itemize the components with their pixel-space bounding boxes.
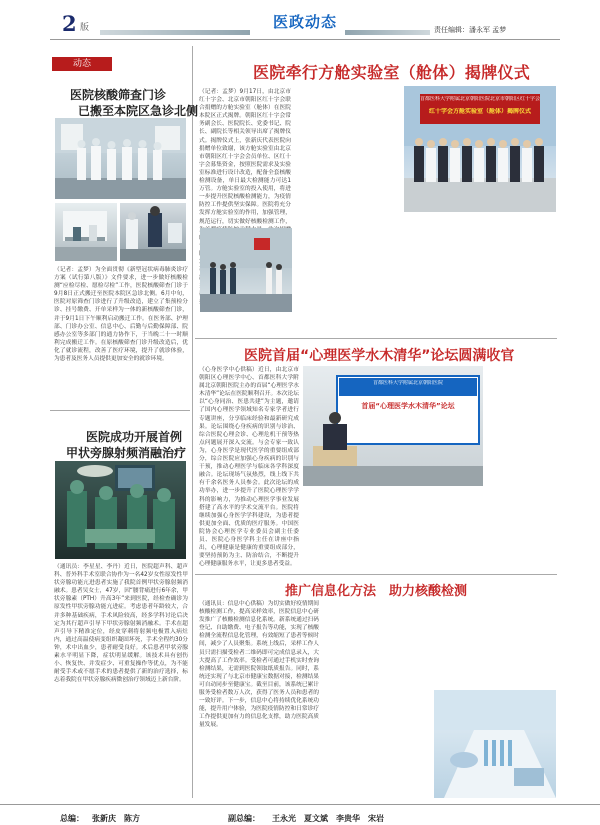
page-label: 版	[80, 23, 90, 33]
chief-editor-label: 总编：	[60, 814, 84, 823]
deputy-editor-label: 副总编：	[228, 814, 260, 823]
header-band-left	[100, 30, 250, 35]
header-rule	[50, 39, 560, 40]
photo-ceremony-stage	[200, 228, 292, 312]
article-headline: 医院牵行方舱实验室（舱体）揭牌仪式	[253, 63, 531, 82]
banner-line2: 红十字会方舱实验室（舱体）揭牌仪式	[428, 108, 531, 115]
article-headline: 推广信息化方法 助力核酸检测	[285, 584, 468, 599]
article-body-continued	[303, 490, 483, 571]
screen-line2: 首届“心理医学水木清华”论坛	[361, 402, 455, 410]
article-title-line2: 已搬至本院区急诊北侧	[78, 104, 199, 118]
article-body-continued	[486, 366, 556, 571]
chief-editor-names: 张新庆 陈方	[92, 814, 140, 823]
photo-surgery	[55, 461, 186, 559]
article-body: （通讯员：李星星、李丹）近日，医院超声科、超声科、普外科手术室联合协作为一名42岁女性原发性甲状旁腺功能亢进患者实施了我院首例甲状旁腺射频消融术。患者吴女士，47岁，因“腰背痛进行6年余，甲状旁腺素（PTH）升高3年”来到医院，经检查确诊为原发性甲状旁腺功能亢进症。考虑患者年龄较大，合并多种基础疾病，手术风险较高，经多学科讨论后决定为其行超声引导下甲状旁腺射频消融术。手术在超声引导下精准定位，经皮穿刺将射频电极置入病灶内，通过高温使病变组织凝固坏死，手术全程约30分钟，术中出血少，患者耐受良好。术后患者甲状旁腺素水平明显下降，症状明显缓解。该技术具有创伤小、恢复快、并发症少、可重复操作等优点，为不能耐受手术或不愿手术的患者提供了新的治疗选择，标志着我院在甲状旁腺疾病微创治疗领域迈上新台阶。	[54, 564, 188, 684]
article-headline: 医院首届“心理医学水木清华”论坛圆满收官	[244, 348, 515, 364]
photo-lab-testing	[434, 690, 556, 798]
deputy-editor-names: 王永光 夏文斌 李贵华 宋岩	[272, 814, 384, 823]
article-body: （记者：孟梦）为全面贯彻《新型冠状病毒肺炎诊疗方案（试行第八版）》文件要求，进一步做好核酸检测“应检尽检、愿检尽检”工作，医院核酸筛查门诊于9月8日正式搬迁至医院本院区急诊北侧。6月中旬，医院对原筛查门诊进行了升级改造，建立了集预检分诊、挂号缴费、开单采样为一体的新核酸筛查门诊，并于9月1日下午顺利启动搬迁工作。在医务部、护理部、门诊办公室、信息中心、后勤与后勤保障部、院感办公室等多部门的通力协作下，于当晚二十一时顺利完成搬迁工作。在原核酸筛查门诊升级改造后，优化了就诊流程，改善了医疗环境，提升了就诊体验，为患者及医务人员提供更加安全的就诊环境。	[54, 267, 188, 363]
row-divider	[195, 338, 557, 339]
page-header	[0, 0, 600, 40]
column-divider	[192, 46, 193, 798]
article-body-continued	[296, 110, 400, 336]
article-body: （心身医学中心供稿）近日，由北京市朝阳区心理医学中心、首都医科大学附属北京朝阳医院主办的首届“心理医学水木清华”论坛在医院顺利召开。本次论坛以“心身同治、医患共建”为主题，邀请了国内心理医学领域知名专家学者进行专题讲座，分享临床经验和最新研究成果。论坛围绕心身疾病的识别与诊治、综合医院心理会诊、心理危机干预等热点问题展开深入交流。与会专家一致认为，心身医学是现代医学的重要组成部分，综合医院应加强心身疾病的识别与干预，推动心理医学与临床各学科深度融合。论坛现场气氛热烈，线上线下共有千余名医务人员参会。此次论坛的成功举办，进一步提升了医院心理医学学科的影响力，为推动心理医学事业发展搭建了高水平的学术交流平台。医院将继续加强心身医学学科建设，为患者提供更加全面、优质的医疗服务。中国医院协会心理医学专业委员会副主任委员、医院心身医学科主任在讲座中指出，心理健康是健康的重要组成部分，要坚持预防为主、防治结合，不断提升心理健康服务水平，让更多患者受益。	[199, 367, 299, 568]
row-divider	[195, 574, 557, 575]
page-number: 2	[62, 11, 77, 36]
article-title-line2: 甲状旁腺射频消融治疗	[66, 446, 187, 460]
article-body: （记者：孟梦）9月17日，由北京市红十字会、北京市朝阳区红十字会联合捐赠的方舱实验室（舱体）在医院本院区正式揭牌。朝阳区红十字会常务副会长、医院院长、党委书记、院长、副院长等相关领导出席了揭牌仪式。揭牌仪式上，张新庆代表医院向捐赠单位致谢，该方舱实验室由北京市朝阳区红十字会会员单位、区红十字会募集资金，按照医院需求及实验室标准进行设计改造，配备全套核酸检测设备，单日最大检测能力可达1万管。方舱实验室的投入使用，将进一步提升医院核酸检测能力，为疫情防控工作提供坚实保障。医院将充分发挥方舱实验室的作用，加强管理，规范运行，切实做好核酸检测工作，	[199, 89, 291, 225]
section-tag: 动态	[52, 57, 112, 71]
banner-line1: 首都医科大学附属北京朝阳医院北京市朝阳区红十字会	[420, 96, 540, 102]
responsible-editors: 责任编辑：潘永军 孟梦	[434, 26, 507, 34]
photo-sampling-room	[55, 203, 117, 261]
article-body: （通讯员：信息中心供稿）为切实做好疫情期间核酸检测工作，提高采样效率，医院信息中心研发推广了核酸检测信息化系统。新系统通过扫码登记、自助缴费、电子报告等功能，实现了核酸检测全流程信息化管理，有效缩短了患者等候时间，减少了人员聚集。系统上线后，采样工作人员只需扫描受检者二维码即可完成信息录入，大大提高了工作效率。受检者可通过手机实时查询检测结果，无需到医院领取纸质报告。同时，系统还实现了与北京市健康宝数据对接，检测结果可自动同步至健康宝。截至目前，该系统已累计服务受检者数万人次，获得了医务人员和患者的一致好评。下一步，信息中心将持续优化系统功能，提升用户体验，为医院疫情防控和日常诊疗工作提供更加有力的信息化支撑，助力医院高质量发展。	[199, 601, 319, 729]
photo-forum-speaker	[303, 366, 483, 486]
article-title-line1: 医院核酸筛查门诊	[70, 88, 167, 102]
article-body-continued	[323, 600, 431, 798]
article-body-continued	[434, 600, 556, 686]
photo-clinic-entrance	[55, 118, 186, 199]
article-body-continued	[406, 216, 556, 336]
row-divider	[50, 410, 190, 411]
photo-group-unveiling	[404, 86, 556, 212]
page-footer	[0, 804, 600, 825]
header-band-right	[345, 30, 430, 35]
article-title-line1: 医院成功开展首例	[86, 430, 183, 444]
text-column-gap	[294, 88, 402, 106]
screen-line1: 首都医科大学附属北京朝阳医院	[372, 380, 443, 386]
photo-consultation	[120, 203, 186, 261]
section-title: 医政动态	[273, 13, 338, 31]
